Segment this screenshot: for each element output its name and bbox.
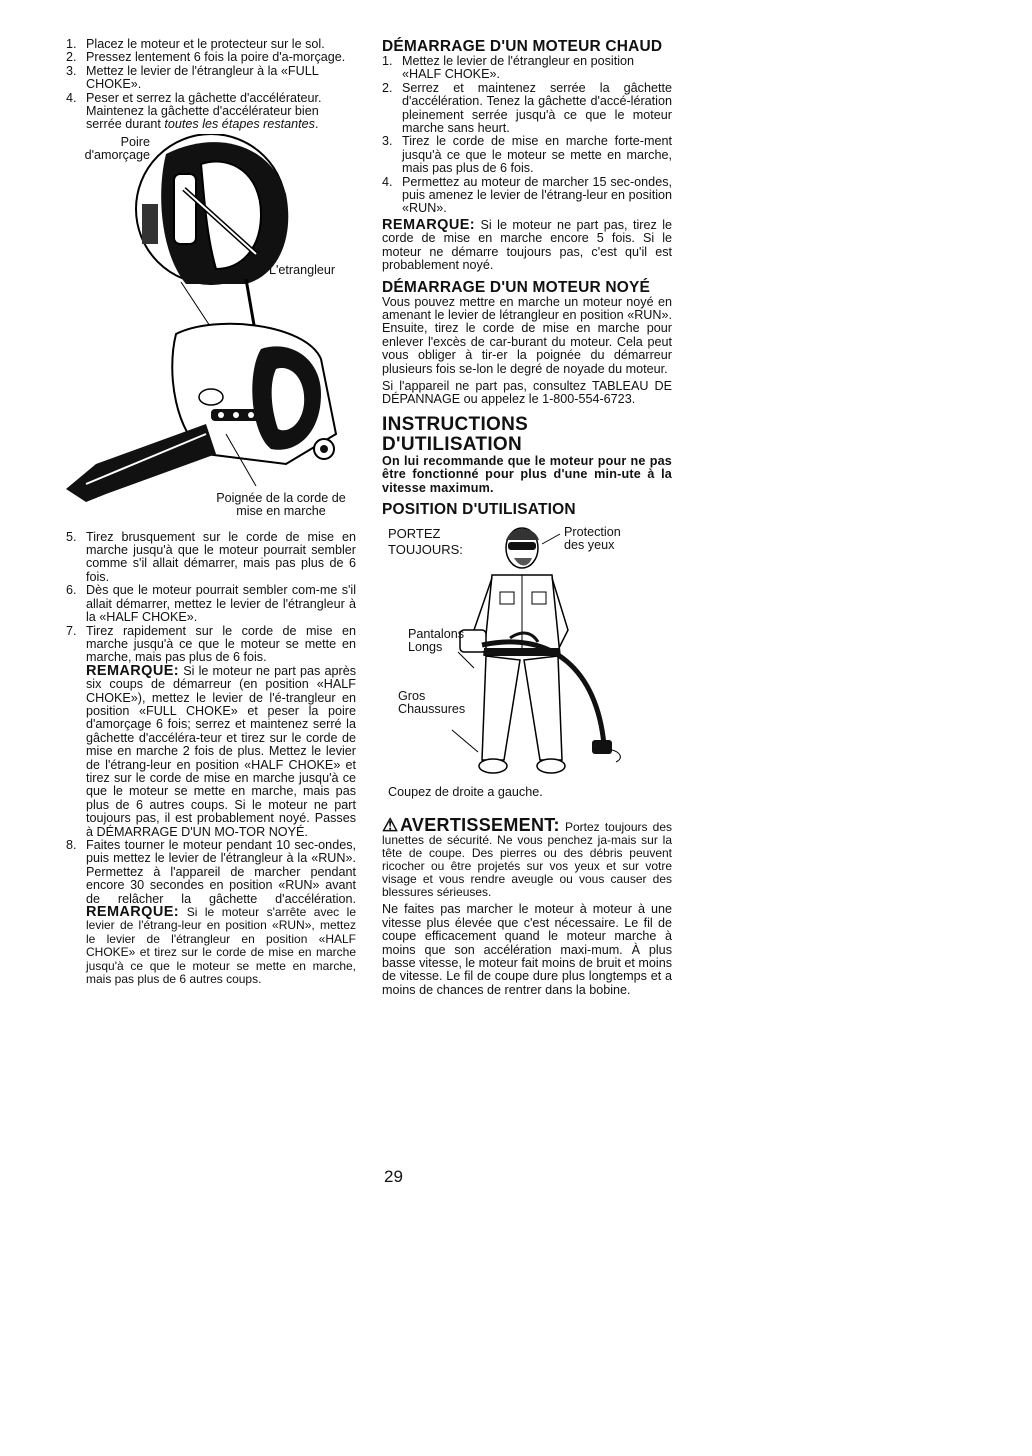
right-column xyxy=(382,38,672,997)
position-heading: POSITION D'UTILISATION xyxy=(382,500,576,518)
steps-list-b xyxy=(66,531,356,987)
chaussures-label: Gros Chaussures xyxy=(398,688,466,717)
operator-figure xyxy=(382,520,672,790)
instructions-heading: INSTRUCTIONS D'UTILISATION xyxy=(382,413,529,455)
list-item: 3. Tirez le corde de mise en marche forte-ment jusqu'à ce que le moteur se mette en marche, mais pas plus de 6 fois. xyxy=(382,134,672,176)
flooded-heading: DÉMARRAGE D'UN MOTEUR NOYÉ xyxy=(382,278,651,296)
pantalons-label: Pantalons Longs xyxy=(408,626,465,655)
coupez-caption: Coupez de droite a gauche. xyxy=(388,784,543,799)
poire-label: Poire d'amorçage xyxy=(84,134,150,163)
warning-block xyxy=(382,815,673,997)
flooded-paragraph-2: Si l'appareil ne part pas, consultez TABLEAU DE DÉPANNAGE ou appelez le 1-800-554-6723. xyxy=(382,378,672,407)
instructions-bold: On lui recommande que le moteur pour ne pas être fonctionné pour plus d'une min-ute à la vitesse maximum. xyxy=(382,453,672,495)
operator-illustration xyxy=(382,520,672,790)
list-item: 4. Permettez au moteur de marcher 15 sec-ondes, puis amenez le levier de l'étrang-leur en position «RUN». xyxy=(382,174,672,216)
list-item: 4. Peser et serrez la gâchette d'accélérateur. Maintenez la gâchette d'accélérateur bien serrée durant toutes les étapes restantes. xyxy=(66,90,322,132)
engine-illustration xyxy=(66,134,356,502)
list-item: 1. Placez le moteur et le protecteur sur le sol. xyxy=(66,37,325,51)
list-item: 1. Mettez le levier de l'étrangleur en position «HALF CHOKE». xyxy=(382,54,635,82)
list-item: 6. Dès que le moteur pourrait sembler com-me s'il allait démarrer, mettez le levier de l'étrangleur à la «HALF CHOKE». xyxy=(66,583,356,625)
warning-text: Portez toujours des lunettes de sécurité. Ne vous penchez ja-mais sur la tête de coupe. Des pierres ou des débris peuvent ricocher ou être projetés sur vos yeux et sur votre visage et vous rendre aveugle ou vous causer des blessures sérieuses. xyxy=(382,820,673,900)
steps-list-a xyxy=(66,38,356,132)
left-column xyxy=(66,38,356,986)
list-item: 5. Tirez brusquement sur le corde de mise en marche jusqu'à que le moteur pourrait sembler comme s'il allait démarrer, mais pas plus de 6 fois. xyxy=(66,529,356,584)
warning-paragraph-2: Ne faites pas marcher le moteur à moteur à une vitesse plus élevée que c'est nécessaire. Le fil de coupe efficacement quand le moteur marche à moins que son accélération maxi-mum. À plus basse vitesse, le moteur fait moins de bruit et moins de vitesse. Le fil de coupe dure plus longtemps et a moins de chances de rentrer dans la bobine. xyxy=(382,902,672,997)
etrangleur-label: L'etrangleur xyxy=(269,262,336,277)
warning-title: AVERTISSEMENT: xyxy=(399,815,560,836)
portez-label: PORTEZ TOUJOURS: xyxy=(388,525,463,557)
protection-label: Protection des yeux xyxy=(564,524,621,553)
warning-icon: ⚠ xyxy=(382,815,400,836)
page-number: 29 xyxy=(384,1167,403,1186)
list-item: 3. Mettez le levier de l'étrangleur à la «FULL CHOKE». xyxy=(66,63,319,92)
list-item: 2. Pressez lentement 6 fois la poire d'a-morçage. xyxy=(66,50,346,65)
remarque-7: REMARQUE: Si le moteur ne part pas après six coups de démarreur (en position «HALF CHOKE»), mettez le levier de l'é-trangleur en position «FULL CHOKE» et peser la poire d'amorçage 6 fois; serrez et maintenez serré la gâchette d'accéléra-teur et tirez sur le corde de mise en marche 2 fois de plus. Mettez le levier de l'étrang-leur en position «HALF CHOKE» et tirez sur le corde de mise en marche jusqu'à ce que le moteur se mette en marche, mais pas plus de 6 autres coups. Si le moteur ne part toujours pas, il est probablement noyé. Passes à DÉMARRAGE D'UN MO-TOR NOYÉ. xyxy=(86,662,356,839)
hot-start-heading: DÉMARRAGE D'UN MOTEUR CHAUD xyxy=(382,38,663,55)
engine-figure xyxy=(66,134,356,502)
hot-steps-list xyxy=(382,55,672,216)
list-item: 8. Faites tourner le moteur pendant 10 sec-ondes, puis mettez le levier de l'étrangleur à la «RUN». Permettez à l'appareil de marcher pendant encore 30 secondes en position «RUN» avant de relâcher la gâchette d'accélération. REMARQUE: Si le moteur s'arrête avec le levier de l'étrang-leur en position «RUN», mettez le levier de l'étrangleur en position «HALF CHOKE» et tirez sur le corde de mise en marche jusqu'à ce que le moteur se mette en marche, mais pas plus de 6 autres coups. xyxy=(66,838,356,987)
hot-remarque: REMARQUE: Si le moteur ne part pas, tirez le corde de mise en marche encore 5 fois. Si le moteur ne démarre toujours pas, c'est qu'il est probablement noyé. xyxy=(382,216,673,273)
flooded-paragraph-1: Vous pouvez mettre en marche un moteur noyé en amenant le levier de létrangleur en position «RUN». Ensuite, tirez le corde de mise en marche pour enlever l'excès de car-burant du moteur. Cela peut vous obliger à tir-er la poignée du démarreur plusieurs fois se-lon le degré de noyade du moteur. xyxy=(382,294,672,376)
poignee-label: Poignée de la corde de mise en marche xyxy=(216,490,346,519)
list-item: 2. Serrez et maintenez serrée la gâchette d'accélération. Tenez la gâchette d'accé-lération pleinement serrée jusqu'à ce que le moteur marche sans heurt. xyxy=(382,80,672,136)
list-item: 7. Tirez rapidement sur le corde de mise en marche jusqu'à ce que le moteur se mette en marche, mais pas plus de 6 fois. REMARQUE: Si le moteur ne part pas après six coups de démarreur (en position «HALF CHOKE»), mettez le levier de l'é-trangleur en position «FULL CHOKE» et peser la poire d'amorçage 6 fois; serrez et maintenez serré la gâchette d'accéléra-teur et tirez sur le corde de mise en marche 2 fois de plus. Mettez le levier de l'étrang-leur en position «HALF CHOKE» et tirez sur le corde de mise en marche jusqu'à ce que le moteur se mette en marche, mais pas plus de 6 autres coups. Si le moteur ne part toujours pas, il est probablement noyé. Passes à DÉMARRAGE D'UN MO-TOR NOYÉ. xyxy=(66,623,356,839)
